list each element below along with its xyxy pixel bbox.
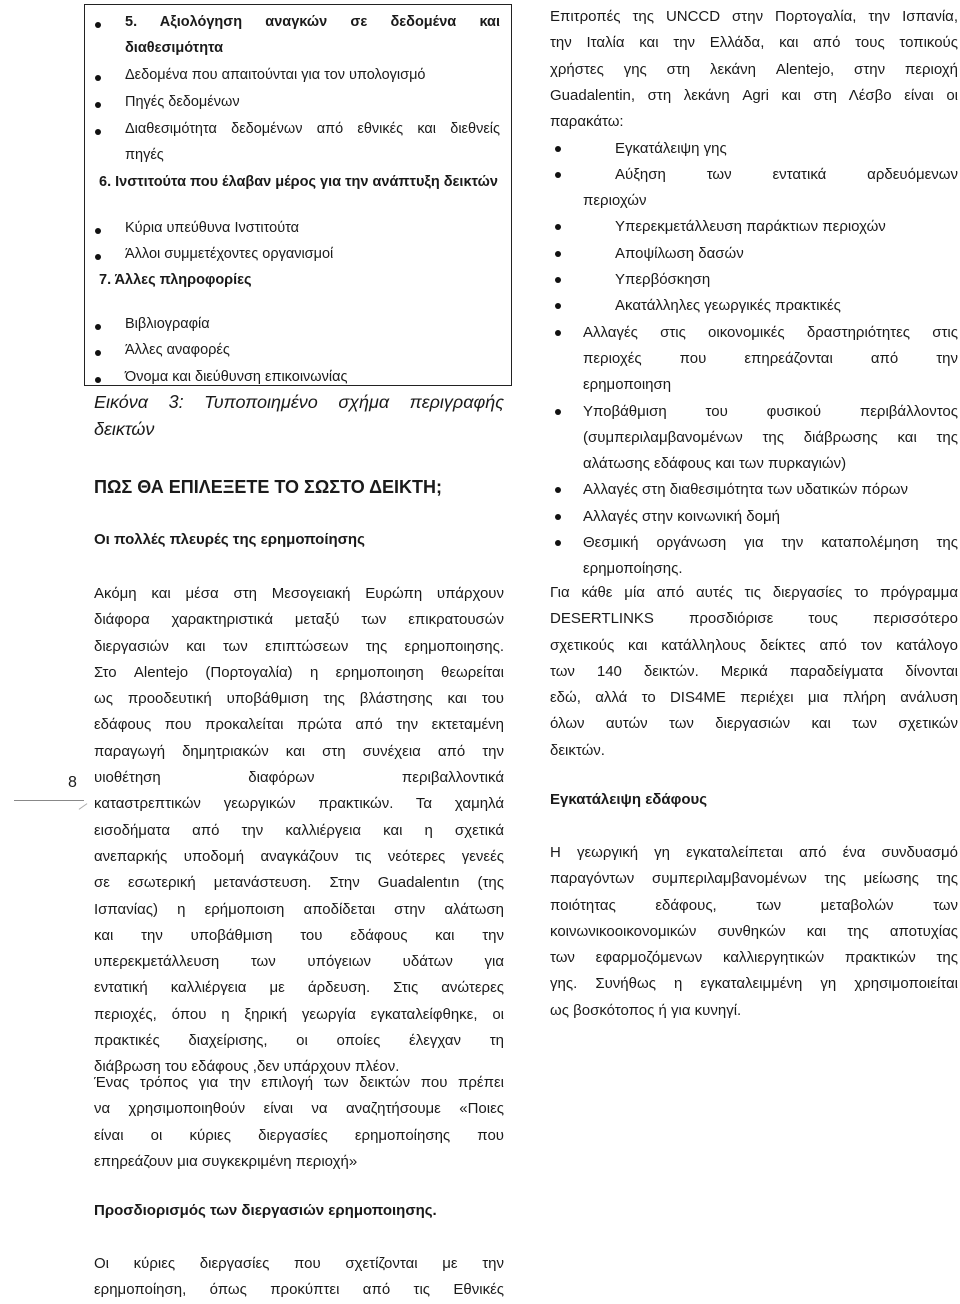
text-line: Αλλαγές στην κοινωνική δομή (583, 507, 780, 525)
text-line: DESERTLINKS προσδιόρισε τους περισσότερο (550, 610, 958, 628)
bullet-icon (555, 514, 561, 520)
text-line: περιοχές που επηρεάζονται από την (583, 349, 958, 367)
text-line: ερημοποιηση (583, 376, 672, 394)
text-line: Επιτροπές της UNCCD στην Πορτογαλία, την Ισπανία, (550, 8, 958, 25)
figure-caption (94, 389, 504, 443)
outline-bullet-cont: πηγές (125, 147, 164, 163)
indicator-template-box: 5. Αξιολόγηση αναγκών σε δεδομένα και διαθεσιμότητα Δεδομένα που απαιτούνται για τον υπολογισμό Πηγές δεδομένων Διαθεσιμότητα δεδομένων από εθνικές και διεθνείς πηγές 6. Ινστιτούτα που έλαβαν μέρος για την ανάπτυξη δεικτών Κύρια υπεύθυνα Ινστιτούτα Άλλοι συμμετέχοντες οργανισμοί 7. Άλλες πληροφορίες Βιβλιογραφία Άλλες αναφορές Όνομα και διεύθυνση επικοινωνίας (84, 4, 512, 386)
text-line: και την υποβάθμιση του εδάφους και την (94, 926, 504, 944)
text-line: εισοδήματα από την καλλιέργεια και η σχετικά (94, 821, 504, 839)
text-line: δεικτών. (550, 741, 605, 759)
text-line: Η γεωργική γη εγκαταλείπεται από ένα συνδυασμό (550, 844, 958, 861)
text-line: διάφορα χαρακτηριστικά μεταξύ των επικρατουσών (94, 611, 504, 629)
outline-item-5-line2: διαθεσιμότητα (125, 40, 224, 56)
bullet-icon (555, 487, 561, 493)
text-line: Για κάθε μία από αυτές τις διεργασίες το πρόγραμμα (550, 584, 958, 601)
text-line: Αποψίλωση δασών (615, 244, 744, 262)
text-line: σε εσωτερική μετανάστευση. Στην Guadalentın (της (94, 874, 504, 892)
section-subheading: Εγκατάλειψη εδάφους (550, 791, 708, 808)
text-line: υπερεκμετάλλευση των υπόγειων υδάτων για (94, 953, 504, 971)
text-line: Ακόμη και μέσα στη Μεσογειακή Ευρώπη υπάρχουν (94, 585, 504, 602)
text-line: Αλλαγές στη διαθεσιμότητα των υδατικών πόρων (583, 481, 908, 499)
text-line: την Ιταλία και την Ελλάδα, και από τους τοπικούς (550, 34, 958, 52)
text-line: παραγόντων συμπεριλαμβανομένων της μείωσης της (550, 870, 958, 888)
text-line: Στο Alentejo (Πορτογαλία) η ερημοποιηση θεωρείται (94, 663, 504, 681)
text-line: ως βοσκότοπος ή για κυνηγί. (550, 1001, 742, 1019)
text-line: εδάφους που προκαλείται πρώτα από την εκτεταμένη (94, 716, 504, 734)
body-paragraph (550, 4, 958, 135)
outline-item-7: 7. Άλλες πληροφορίες (99, 272, 252, 288)
text-line: είναι οι κύριες διεργασίες ερημοποίησης που (94, 1126, 504, 1144)
text-line: περιοχές, όπου η ξηρική γεωργία εγκαταλείφθηκε, οι (94, 1005, 504, 1023)
outline-item-5-line1: 5. Αξιολόγηση αναγκών σε δεδομένα και (125, 14, 500, 30)
body-paragraph (550, 580, 958, 764)
text-line: (συμπεριλαμβανομένων της διάβρωσης και της (583, 428, 958, 446)
text-line: γης. Συνήθως η εγκαταλειμμένη γη χρησιμοποιείται (550, 975, 958, 993)
body-paragraph (550, 840, 958, 1024)
text-line: ερημοποίηση, όπως προκύπτει από τις Εθνικές (94, 1281, 504, 1299)
text-line: ανεπαρκής υποδομή αναγκάζουν τις νεότερες γενεές (94, 847, 504, 865)
text-line: Ισπανίας) η ερήμοποιση αποδίδεται στην αλάτωση (94, 900, 504, 918)
text-line: σχετικούς και κατάλληλους δείκτες από τον κατάλογο (550, 636, 958, 654)
text-line: υιοθέτηση διαφόρων περιβαλλοντικά (94, 769, 504, 787)
text-line: καταστρεπτικών γεωργικών πρακτικών. Τα χαμηλά (94, 795, 504, 813)
text-line: Οι κύριες διεργασίες που σχετίζονται με την (94, 1255, 504, 1272)
text-line: Εγκατάλειψη γης (615, 139, 727, 157)
caption-line: δεικτών (94, 419, 155, 439)
body-paragraph (94, 581, 504, 1081)
text-line: Θεσμική οργάνωση για την καταπολέμηση της (583, 534, 958, 551)
text-line: ως προοδευτική υποβάθμιση της βλάστησης και του (94, 690, 504, 708)
caption-line: Εικόνα 3: Τυποποιημένο σχήμα περιγραφής (94, 392, 504, 412)
bullet-icon (555, 224, 561, 230)
text-line: διάβρωση του εδάφους ,δεν υπάρχουν πλέον. (94, 1058, 400, 1076)
text-line: πρακτικές διαχείρισης, οι οποίες έλεγχαν τη (94, 1032, 504, 1050)
bullet-icon (555, 251, 561, 257)
text-line: των εφαρμοζόμενων καλλιεργητικών πρακτικών της (550, 949, 958, 967)
section-subheading: Οι πολλές πλευρές της ερημοποίησης (94, 531, 365, 548)
section-subheading: Προσδιορισμός των διεργασιών ερημοποιησης. (94, 1202, 437, 1219)
text-line: επηρεάζουν μια συγκεκριμένη περιοχή» (94, 1152, 358, 1170)
text-line: αλάτωσης εδάφους και των πυρκαγιών) (583, 455, 847, 473)
bullet-icon (555, 303, 561, 309)
margin-rule (14, 800, 84, 801)
bullet-icon (555, 409, 561, 415)
text-line: Ένας τρόπος για την επιλογή των δεικτών που πρέπει (94, 1074, 504, 1091)
text-line: όλων αυτών των διεργασιών και των σχετικών (550, 715, 958, 733)
body-paragraph (94, 1070, 504, 1175)
bullet-icon (555, 540, 561, 546)
text-line: Υπερεκμετάλλευση παράκτιων περιοχών (615, 218, 886, 236)
page-number: 8 (68, 774, 77, 791)
text-line: ερημοποίησης. (583, 560, 683, 578)
bullet-icon (555, 146, 561, 152)
text-line: εντατική καλλιέργεια με άρδευση. Στις ανώτερες (94, 979, 504, 997)
bullet-icon (555, 172, 561, 178)
text-line: των 140 δεικτών. Μερικά παραδείγματα δίνονται (550, 662, 958, 680)
text-line: χρήστες γης στη λεκάνη Alentejo, στην περιοχή (550, 60, 958, 78)
text-line: παρακάτω: (550, 113, 624, 131)
bullet-icon (555, 277, 561, 283)
bullet-icon (555, 330, 561, 336)
margin-tick (79, 803, 88, 810)
text-line: κοινωνικοοικονομικών συνθηκών και της αποτυχίας (550, 922, 958, 940)
text-line: Υποβάθμιση του φυσικού περιβάλλοντος (583, 402, 958, 420)
text-line: εδώ, αλλά το DIS4ME περιέχει μια πλήρη ανάλυση (550, 689, 958, 707)
body-paragraph (94, 1251, 504, 1304)
text-line: διεργασιών και των επιπτώσεων της ερημοποιησης. (94, 637, 504, 655)
outline-item-6: 6. Ινστιτούτα που έλαβαν μέρος για την ανάπτυξη δεικτών (99, 174, 498, 190)
text-line: Υπερβόσκηση (615, 271, 711, 288)
main-heading: ΠΩΣ ΘΑ ΕΠΙΛΕΞΕΤΕ ΤΟ ΣΩΣΤΟ ΔΕΙΚΤΗ; (94, 477, 443, 497)
text-line: ποιότητας εδάφους, των μεταβολών των (550, 896, 958, 914)
text-line: Ακατάλληλες γεωργικές πρακτικές (615, 297, 841, 315)
text-line: Αύξηση των εντατικά αρδευόμενων (615, 165, 958, 183)
text-line: Αλλαγές στις οικονομικές δραστηριότητες στις (583, 323, 958, 341)
text-line: Guadalentin, στη λεκάνη Agri και στη Λέσβο είναι οι (550, 86, 958, 104)
text-line: παραγωγή δημητριακών και στη συνέχεια από την (94, 742, 504, 760)
text-line: περιοχών (583, 192, 647, 210)
text-line: να χρησιμοποιηθούν είναι να αναζητήσουμε «Ποιες (94, 1100, 504, 1118)
